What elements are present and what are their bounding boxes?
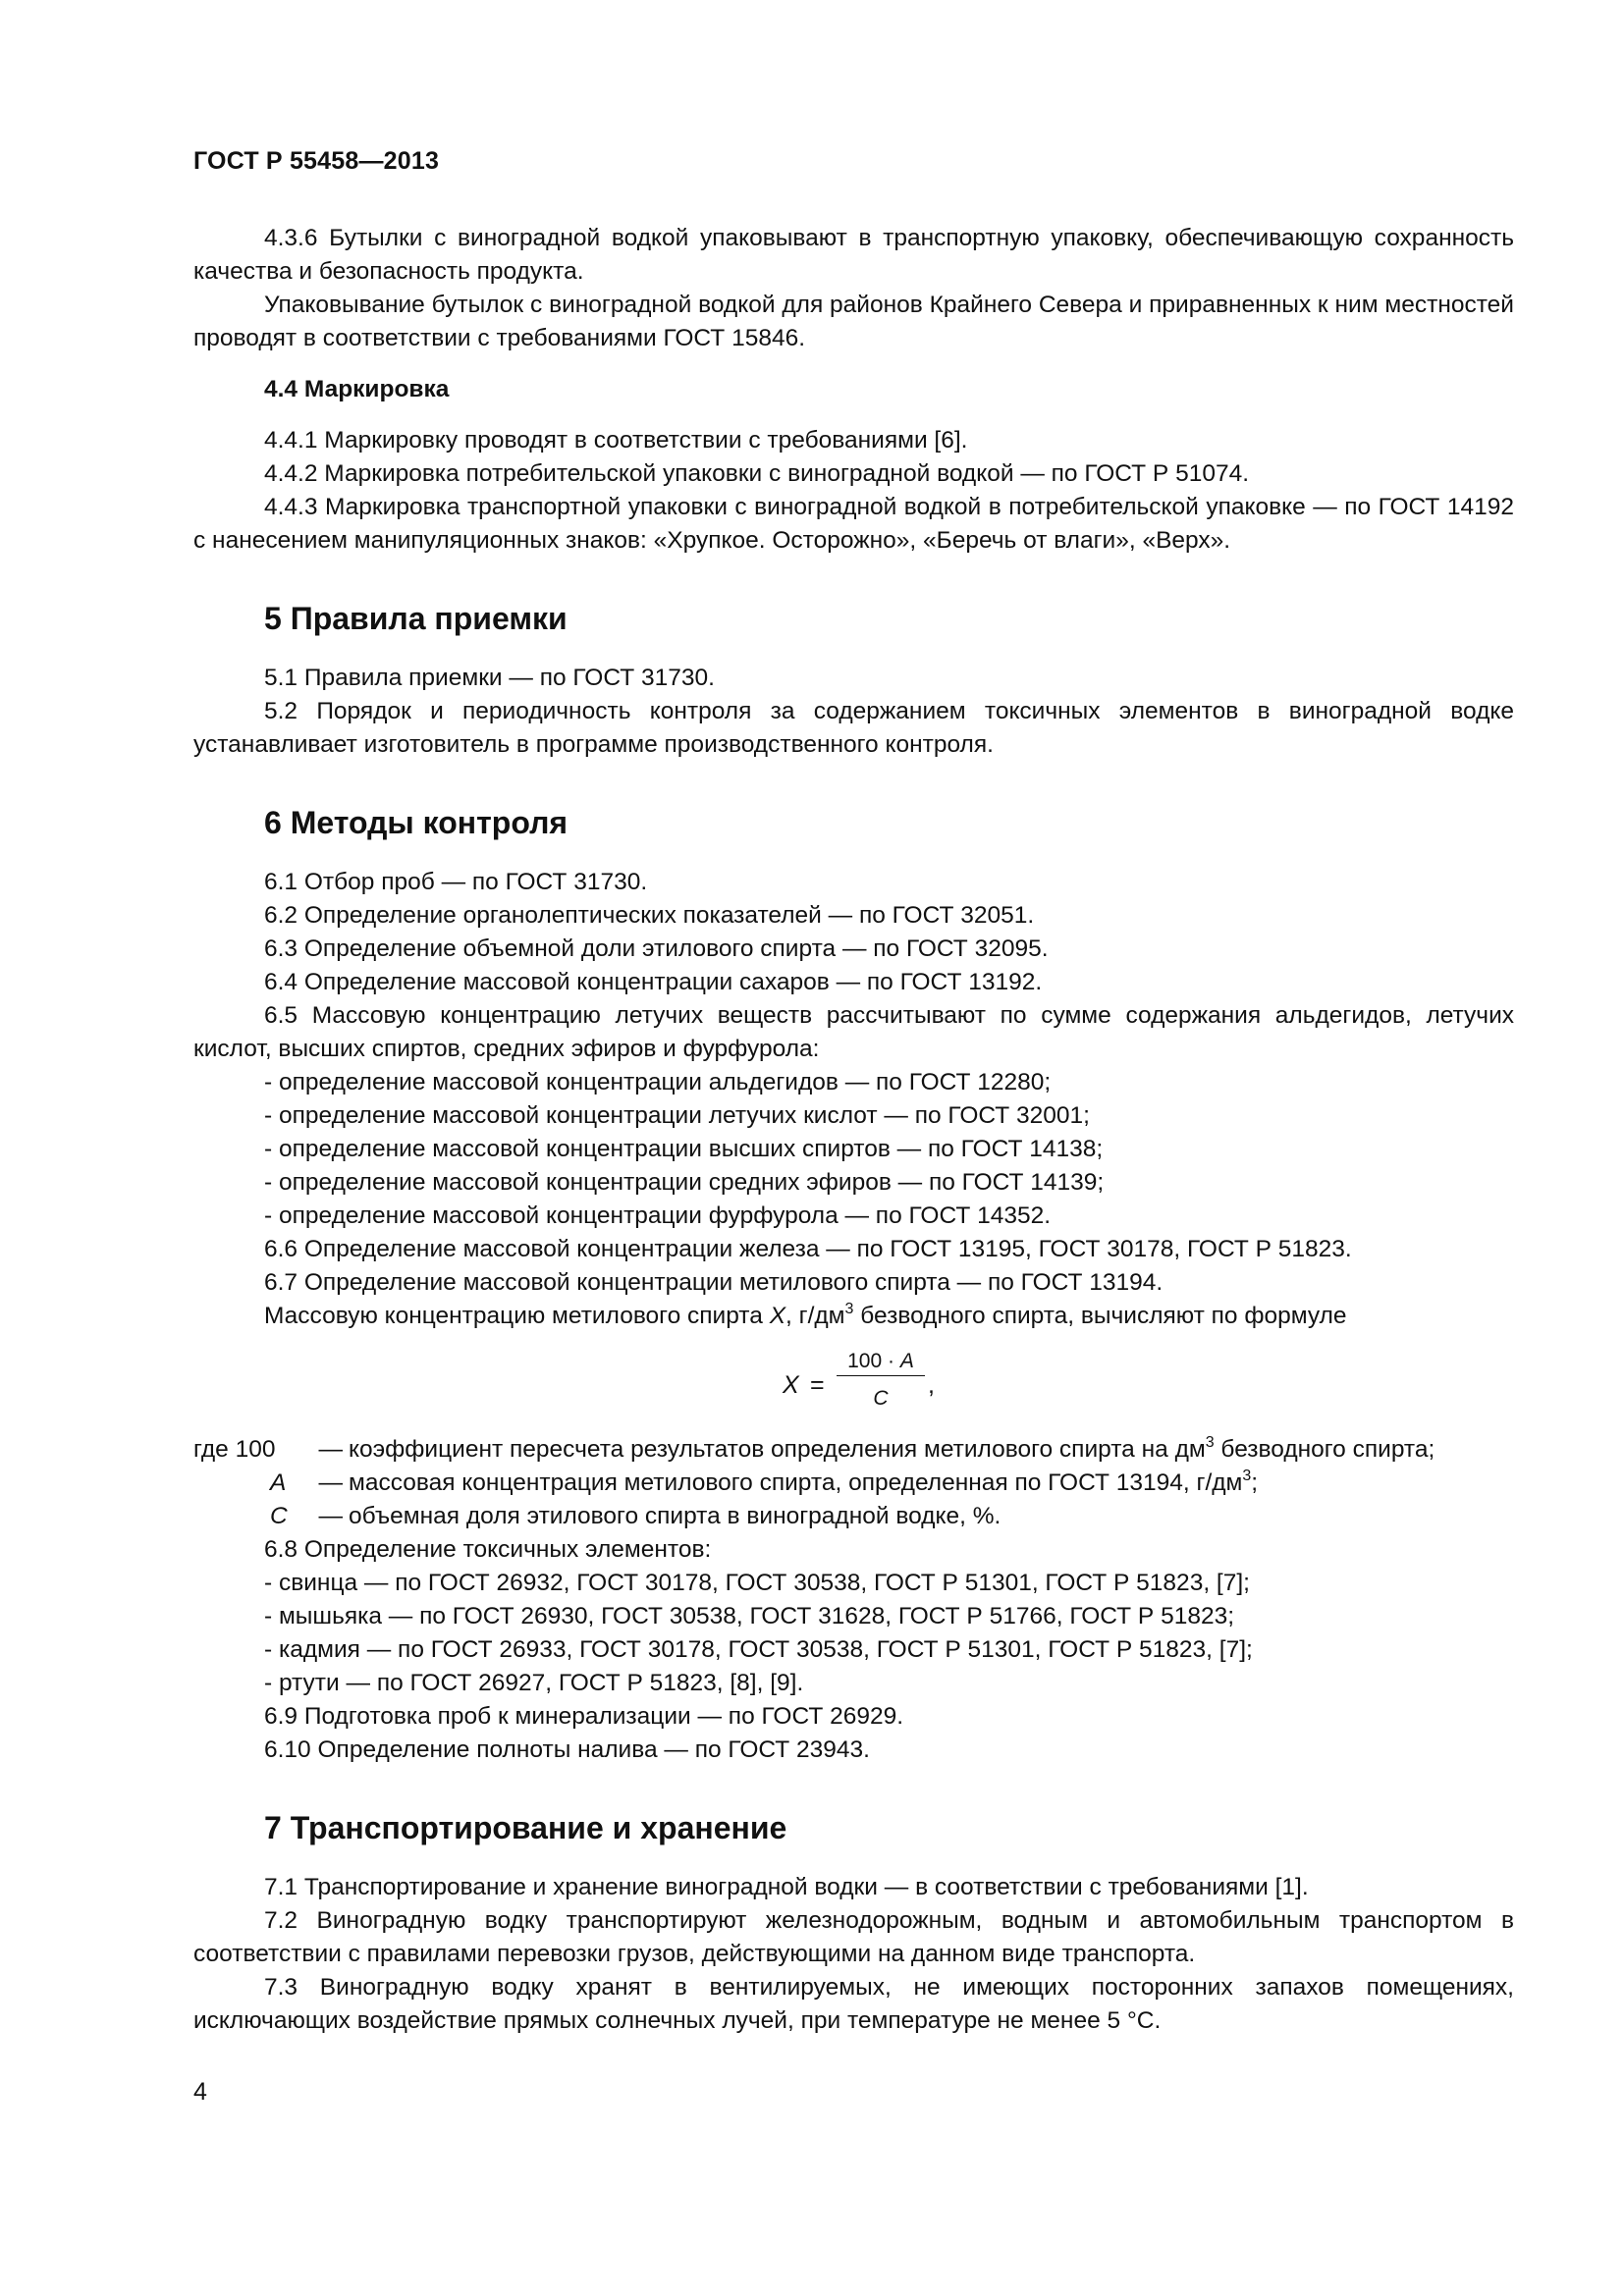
page-number: 4 (193, 2078, 207, 2106)
paragraph-6-8: 6.8 Определение токсичных элементов: (264, 1536, 712, 1563)
section-title-7: 7 Транспортирование и хранение (264, 1810, 787, 1845)
paragraph-4-4-2: 4.4.2 Маркировка потребительской упаковки с виноградной водкой — по ГОСТ Р 51074. (264, 460, 1250, 487)
formula-intro-unit: , г/дм (785, 1303, 845, 1329)
formula-intro-var: X (769, 1303, 786, 1329)
paragraph-6-7: 6.7 Определение массовой концентрации метилового спирта — по ГОСТ 13194. (264, 1269, 1164, 1296)
formula-numerator-value: 100 · (847, 1350, 894, 1372)
list-item: - определение массовой концентрации фурфурола — по ГОСТ 14352. (264, 1202, 1052, 1229)
standard-header: ГОСТ Р 55458—2013 (193, 147, 440, 175)
paragraph-4-4-1: 4.4.1 Маркировку проводят в соответствии с требованиями [6]. (264, 427, 968, 454)
definition-label (193, 1500, 343, 1533)
paragraph-6-1: 6.1 Отбор проб — по ГОСТ 31730. (264, 869, 648, 895)
definition-label (193, 1467, 343, 1500)
definition-body: объемная доля этилового спирта в виноградной водке, %. (349, 1503, 1001, 1529)
paragraph-6-6: 6.6 Определение массовой концентрации железа — по ГОСТ 13195, ГОСТ 30178, ГОСТ Р 51823. (264, 1236, 1352, 1262)
definition-dash: — (318, 1469, 343, 1496)
definition-dash: — (318, 1503, 343, 1529)
definition-sup: 3 (1242, 1468, 1252, 1484)
paragraph-7-1: 7.1 Транспортирование и хранение виноградной водки — в соответствии с требованиями [1]. (264, 1874, 1309, 1900)
definition-dash: — (318, 1436, 343, 1463)
page-content (193, 222, 1514, 2038)
formula-intro-text: Массовую концентрацию метилового спирта (264, 1303, 763, 1329)
formula-numerator-var: A (899, 1350, 914, 1372)
fraction-bar (837, 1375, 925, 1376)
list-item: - определение массовой концентрации средних эфиров — по ГОСТ 14139; (264, 1169, 1105, 1196)
definition-symbol: где 100 (193, 1436, 276, 1463)
formula-intro-sup: 3 (844, 1301, 854, 1317)
definition-text (343, 1500, 1514, 1533)
paragraph-6-3: 6.3 Определение объемной доли этилового спирта — по ГОСТ 32095. (264, 935, 1049, 962)
paragraph-7-2: 7.2 Виноградную водку транспортируют железнодорожным, водным и автомобильным транспортом в соответствии с правилами перевозки грузов, действующими на данном виде транспорта. (193, 1907, 1514, 1967)
section-title-5: 5 Правила приемки (264, 601, 568, 636)
definition-tail: ; (1251, 1469, 1259, 1496)
definition-sup: 3 (1205, 1434, 1215, 1451)
formula-comma: , (928, 1371, 935, 1399)
list-item: - мышьяка — по ГОСТ 26930, ГОСТ 30538, ГОСТ 31628, ГОСТ Р 51766, ГОСТ Р 51823; (264, 1603, 1235, 1629)
paragraph-6-4: 6.4 Определение массовой концентрации сахаров — по ГОСТ 13192. (264, 969, 1043, 995)
definition-text (343, 1433, 1514, 1467)
paragraph-4-3-6-north: Упаковывание бутылок с виноградной водкой для районов Крайнего Севера и приравненных к ним местностей проводят в соответствии с требованиями ГОСТ 15846. (193, 292, 1514, 351)
formula-intro-rest: безводного спирта, вычисляют по формуле (860, 1303, 1347, 1329)
formula-equals: = (810, 1371, 825, 1399)
paragraph-4-4-3: 4.4.3 Маркировка транспортной упаковки с виноградной водкой в потребительской упаковке — по ГОСТ 14192 с нанесением манипуляционных знаков: «Хрупкое. Осторожно», «Беречь от влаги», «Верх». (193, 494, 1514, 554)
definition-row (193, 1500, 1514, 1533)
list-item: - определение массовой концентрации летучих кислот — по ГОСТ 32001; (264, 1102, 1090, 1129)
definition-body: массовая концентрация метилового спирта, определенная по ГОСТ 13194, г/дм (349, 1469, 1243, 1496)
definition-symbol: A (270, 1469, 287, 1496)
list-item: - определение массовой концентрации альдегидов — по ГОСТ 12280; (264, 1069, 1052, 1095)
definition-text (343, 1467, 1514, 1500)
paragraph-6-7-formula-intro (193, 1300, 1514, 1333)
paragraph-6-2: 6.2 Определение органолептических показателей — по ГОСТ 32051. (264, 902, 1035, 929)
formula-lhs: X (783, 1371, 799, 1399)
paragraph-6-9: 6.9 Подготовка проб к минерализации — по ГОСТ 26929. (264, 1703, 904, 1730)
section-title-6: 6 Методы контроля (264, 805, 568, 840)
formula-numerator (837, 1345, 925, 1378)
paragraph-6-5: 6.5 Массовую концентрацию летучих веществ рассчитывают по сумме содержания альдегидов, летучих кислот, высших спиртов, средних эфиров и фурфурола: (193, 1002, 1514, 1062)
list-item: - свинца — по ГОСТ 26932, ГОСТ 30178, ГОСТ 30538, ГОСТ Р 51301, ГОСТ Р 51823, [7]; (264, 1570, 1250, 1596)
list-item: - кадмия — по ГОСТ 26933, ГОСТ 30178, ГОСТ 30538, ГОСТ Р 51301, ГОСТ Р 51823, [7]; (264, 1636, 1253, 1663)
subsection-title-4-4: 4.4 Маркировка (264, 376, 450, 402)
paragraph-7-3: 7.3 Виноградную водку хранят в вентилируемых, не имеющих посторонних запахов помещениях, исключающих воздействие прямых солнечных лучей, при температуре не менее 5 °С. (193, 1974, 1514, 2034)
definition-symbol: C (270, 1503, 288, 1529)
definition-row (193, 1467, 1514, 1500)
definition-row (193, 1433, 1514, 1467)
paragraph-5-2: 5.2 Порядок и периодичность контроля за содержанием токсичных элементов в виноградной водке устанавливает изготовитель в программе производственного контроля. (193, 698, 1514, 758)
list-item: - ртути — по ГОСТ 26927, ГОСТ Р 51823, [8], [9]. (264, 1670, 804, 1696)
definition-body: коэффициент пересчета результатов определения метилового спирта на дм (349, 1436, 1206, 1463)
formula-denominator: C (873, 1387, 889, 1410)
paragraph-5-1: 5.1 Правила приемки — по ГОСТ 31730. (264, 665, 715, 691)
definition-tail: безводного спирта; (1214, 1436, 1435, 1463)
list-item: - определение массовой концентрации высших спиртов — по ГОСТ 14138; (264, 1136, 1104, 1162)
formula-definitions (193, 1433, 1514, 1533)
paragraph-6-10: 6.10 Определение полноты налива — по ГОСТ 23943. (264, 1736, 870, 1763)
definition-label (193, 1433, 343, 1467)
paragraph-4-3-6: 4.3.6 Бутылки с виноградной водкой упаковывают в транспортную упаковку, обеспечивающую сохранность качества и безопасность продукта. (193, 225, 1514, 285)
formula-methanol (193, 1345, 1514, 1427)
